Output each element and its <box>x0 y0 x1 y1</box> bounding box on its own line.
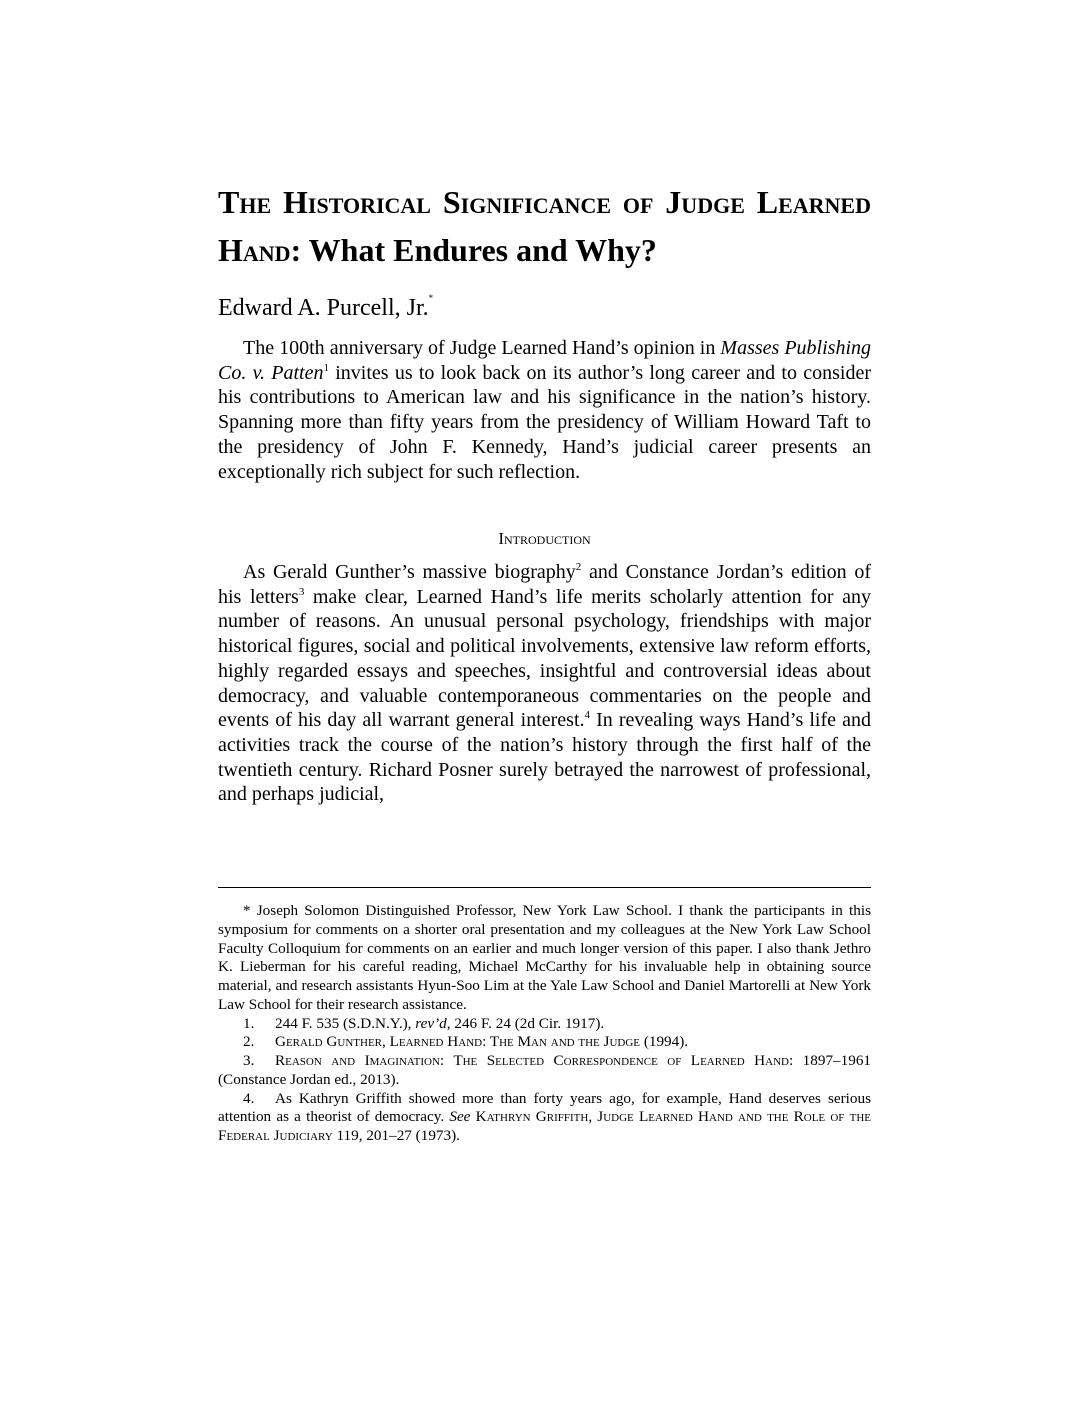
footnote-3-number: 3. <box>243 1052 255 1069</box>
footnote-3-citation: Reason and Imagination: The Selected Correspondence of Learned Hand: <box>275 1052 794 1069</box>
case-name: Masses Publishing Co. v. Patten <box>218 337 871 384</box>
intro-text-b: invites us to look back on its author’s long career and to consider his contributions to American law and his significance in the nation’s history. Spanning more than fifty years from the presidency of William Howard Taft to the presidency of John F. Kennedy, Hand’s judicial career presents an exceptionally rich subject for such reflection. <box>218 361 871 483</box>
footnote-1-text-a: 244 F. 535 (S.D.N.Y.), <box>275 1014 416 1032</box>
footnote-1-number: 1. <box>243 1014 255 1032</box>
title-subtitle: : What Endures and Why? <box>290 232 657 268</box>
footnote-4-text-a: As Kathryn Griffith showed more than forty years ago, for example, Hand deserves serious attention as a theorist of democracy. <box>218 1089 871 1126</box>
footnote-2 <box>218 1033 871 1052</box>
footnote-4-signal: See <box>449 1108 471 1126</box>
author-name: Edward A. Purcell, Jr. <box>218 295 429 321</box>
section-paragraph <box>218 560 871 807</box>
section-text-a: As Gerald Gunther’s massive biography <box>243 561 576 583</box>
footnote-divider <box>218 887 871 888</box>
footnote-2-number: 2. <box>243 1033 255 1051</box>
footnote-ref-2: 2 <box>575 561 582 573</box>
section-text-b: and Constance Jordan’s edition of his letters <box>218 561 871 608</box>
footnote-3 <box>218 1052 871 1090</box>
footnote-4-text-b: 119, 201–27 (1973). <box>332 1127 460 1144</box>
footnote-4-number: 4. <box>243 1089 255 1107</box>
footnote-ref-4: 4 <box>584 709 590 722</box>
footnote-2-citation: Gerald Gunther, Learned Hand: The Man and the Judge <box>275 1033 641 1051</box>
footnote-3-text: 1897–1961 (Constance Jordan ed., 2013). <box>218 1052 872 1088</box>
footnote-4-citation: Kathryn Griffith, Judge Learned Hand and the Role of the Federal Judiciary <box>218 1108 871 1144</box>
footnote-4 <box>218 1090 871 1146</box>
author-footnote-mark: * <box>428 293 434 303</box>
section-text-d: In revealing ways Hand’s life and activities track the course of the nation’s history through the first half of the twentieth century. Richard Posner surely betrayed the narrowest of professional, and perhaps judicial, <box>218 709 871 806</box>
footnote-2-text: (1994). <box>640 1033 689 1051</box>
footnote-1-text-b: , 246 F. 24 (2d Cir. 1917). <box>446 1014 605 1032</box>
article-title <box>218 178 871 274</box>
footnote-ref-1: 1 <box>323 361 329 374</box>
section-heading: Introduction <box>498 529 591 548</box>
author-byline <box>218 282 871 324</box>
footnote-star: * Joseph Solomon Distinguished Professor, New York Law School. I thank the participants in this symposium for comments on a shorter oral presentation and my colleagues at the New York Law School Faculty Colloquium for comments on an earlier and much longer version of this paper. I also thank Jethro K. Lieberman for his careful reading, Michael McCarthy for his invaluable help in obtaining source material, and research assistants Hyun-Soo Lim at the Yale Law School and Daniel Martorelli at New York Law School for their research assistance. <box>218 902 871 1013</box>
footnotes <box>218 902 871 1146</box>
intro-paragraph <box>218 336 871 484</box>
intro-text-a: The 100th anniversary of Judge Learned Hand’s opinion in <box>243 337 721 359</box>
title-smallcaps: The Historical Significance of Judge Learned Hand <box>218 184 871 268</box>
footnote-ref-3: 3 <box>298 585 305 598</box>
section-text-c: make clear, Learned Hand’s life merits scholarly attention for any number of reasons. An unusual personal psychology, friendships with major historical figures, social and political involvements, extensive law reform efforts, highly regarded essays and speeches, insightful and controversial ideas about democracy, and valuable contemporaneous commentaries on the people and events of his day all warrant general interest. <box>218 585 871 732</box>
footnote-1 <box>218 1015 871 1034</box>
footnote-1-italic: rev’d <box>415 1014 447 1032</box>
